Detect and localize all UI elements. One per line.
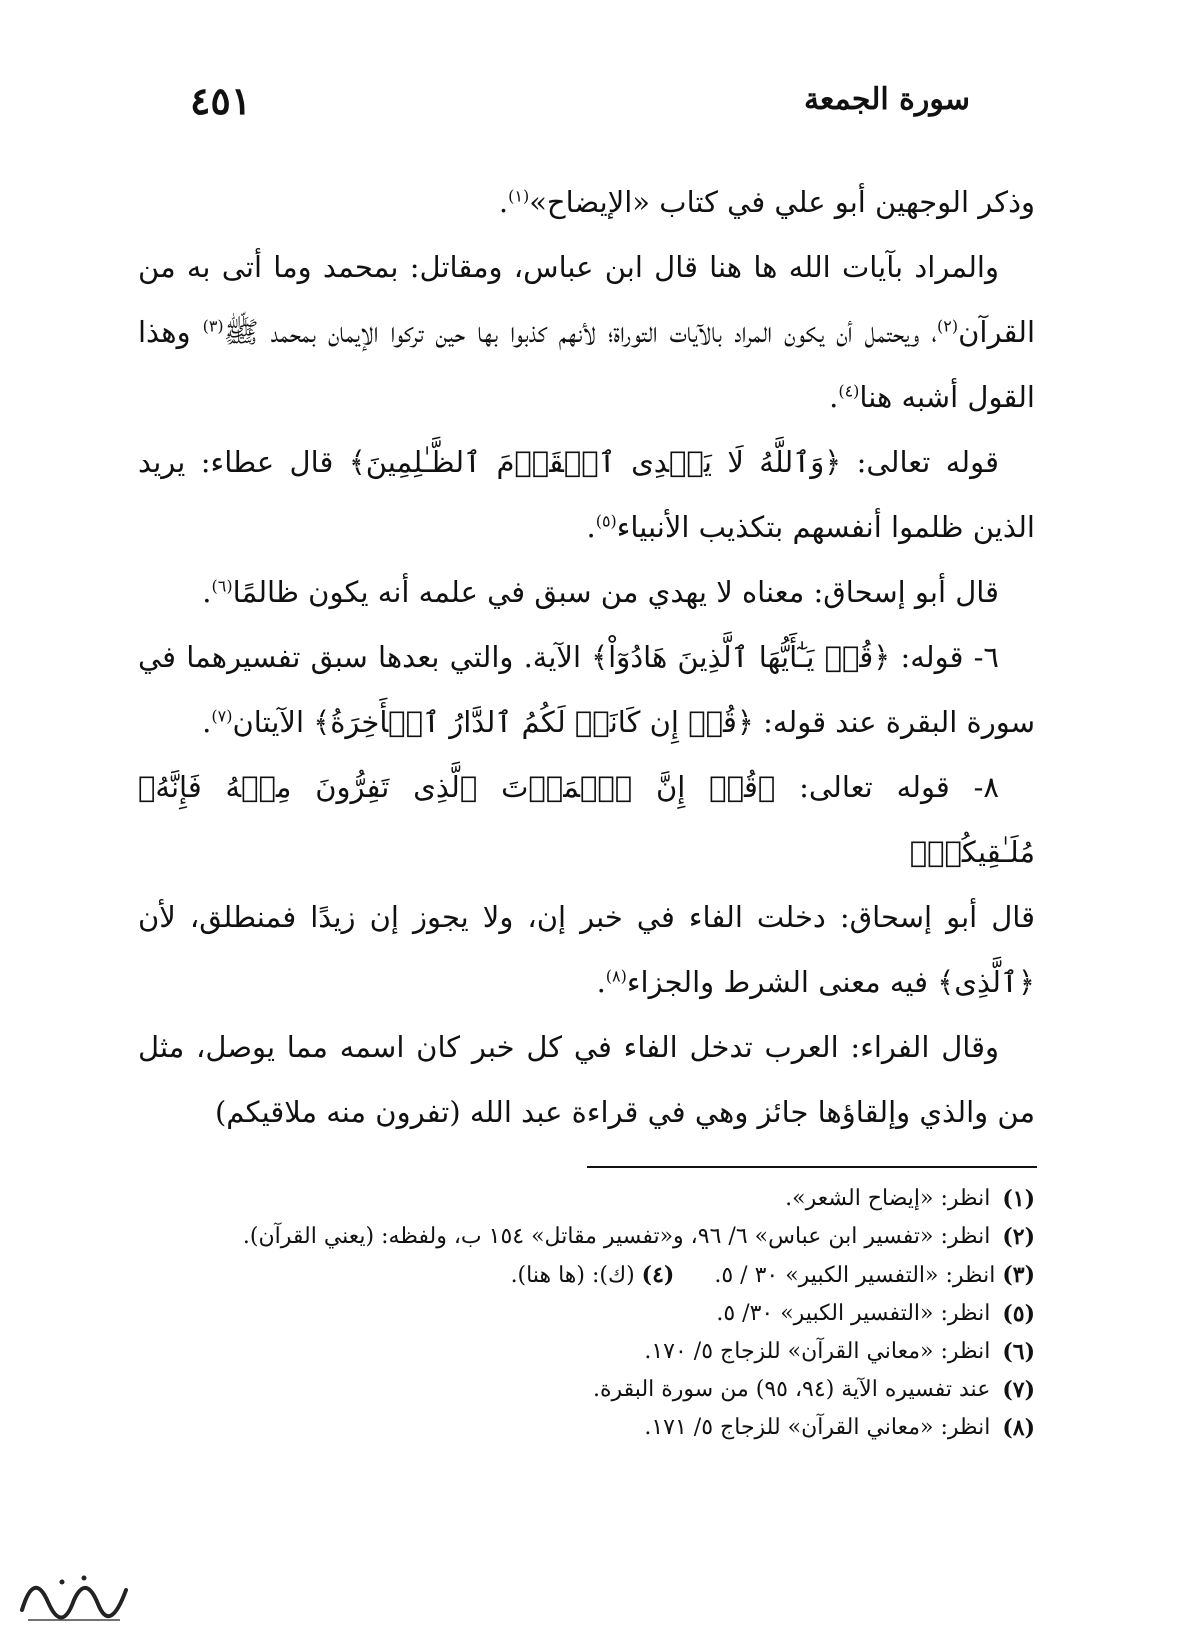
paragraph: وذكر الوجهين أبو علي في كتاب «الإيضاح»$^{(١)}$.: [498, 185, 1035, 219]
footnote-ref: (٤): [838, 381, 860, 401]
running-header: [190, 78, 970, 132]
footnote-ref: (٦): [211, 576, 233, 596]
footnote-ref: (٥): [595, 511, 617, 531]
paragraph: ٨- قوله تعالى: ﴿قُلۡ إِنَّ ٱلۡمَوۡتَ ٱلَّذِى تَفِرُّونَ مِنۡهُ فَإِنَّهُۥ مُلَـٰقِيكُمۡ﴾: [138, 770, 1035, 869]
footnote-ref: (٧): [211, 706, 233, 726]
footnote: (١) انظر: «إيضاح الشعر».: [785, 1186, 1035, 1212]
main-text: [138, 170, 1035, 1145]
publisher-logo: [14, 1560, 134, 1630]
calligraphy-logo-icon: [14, 1560, 134, 1630]
paragraph: وقال الفراء: العرب تدخل الفاء في كل خبر كان اسمه مما يوصل، مثل من والذي وإلقاؤها جائز وهي في قراءة عبد الله (تفرون منه ملاقيكم): [138, 1030, 1035, 1129]
paragraph: ٦- قوله: ﴿قُلۡ يَـٰٓأَيُّهَا ٱلَّذِينَ هَادُوٓاْ﴾ الآية. والتي بعدها سبق تفسيرهما في سورة البقرة عند قوله: ﴿قُلۡ إِن كَانَتۡ لَكُمُ ٱلدَّارُ ٱلۡأَخِرَةُ﴾ الآيتان$^{(٧)}$.: [138, 640, 1035, 739]
footnote-separator: [587, 1166, 1037, 1168]
footnote: (٦) انظر: «معاني القرآن» للزجاج ٥/ ١٧٠.: [644, 1339, 1035, 1365]
footnote-ref: (٣): [202, 316, 224, 336]
surah-title: سورة الجمعة: [803, 82, 970, 117]
page-number: ٤٥١: [190, 78, 252, 123]
paragraph: قال أبو إسحاق: دخلت الفاء في خبر إن، ولا يجوز إن زيدًا فمنطلق، لأن ﴿ٱلَّذِى﴾ فيه معنى الشرط والجزاء$^{(٨)}$.: [138, 900, 1035, 999]
footnote: (٥) انظر: «التفسير الكبير» ٣٠/ ٥.: [716, 1301, 1035, 1327]
footnote: (٣) انظر: «التفسير الكبير» ٣٠ / ٥. (٤) (ك): (ها هنا).: [510, 1262, 1035, 1288]
paragraph: قوله تعالى: ﴿وَٱللَّهُ لَا يَهۡدِى ٱلۡقَوۡمَ ٱلظَّـٰلِمِينَ﴾ قال عطاء: يريد الذين ظلموا أنفسهم بتكذيب الأنبياء$^{(٥)}$.: [138, 445, 1035, 544]
paragraph: والمراد بآيات الله ها هنا قال ابن عباس، ومقاتل: بمحمد وما أتى به من القرآن$^{(٢)}$، ويحتمل أن يكون المراد بالآيات التوراة؛ لأنهم كذبوا بها حين تركوا الإيمان بمحمد ﷺ$^{(٣)}$ وهذا القول أشبه هنا$^{(٤)}$.: [138, 250, 1036, 414]
footnote: (٧) عند تفسيره الآية (٩٤، ٩٥) من سورة البقرة.: [593, 1377, 1035, 1403]
footnotes: [138, 1180, 1035, 1447]
paragraph: قال أبو إسحاق: معناه لا يهدي من سبق في علمه أنه يكون ظالمًا$^{(٦)}$.: [202, 575, 999, 609]
footnote-ref: (٨): [605, 966, 627, 986]
footnote-ref: (٢): [937, 316, 959, 336]
footnote-ref: (١): [508, 186, 530, 206]
footnote: (٢) انظر: «تفسير ابن عباس» ٦/ ٩٦، و«تفسير مقاتل» ١٥٤ ب، ولفظه: (يعني القرآن).: [242, 1224, 1035, 1250]
footnote: (٨) انظر: «معاني القرآن» للزجاج ٥/ ١٧١.: [644, 1415, 1035, 1441]
